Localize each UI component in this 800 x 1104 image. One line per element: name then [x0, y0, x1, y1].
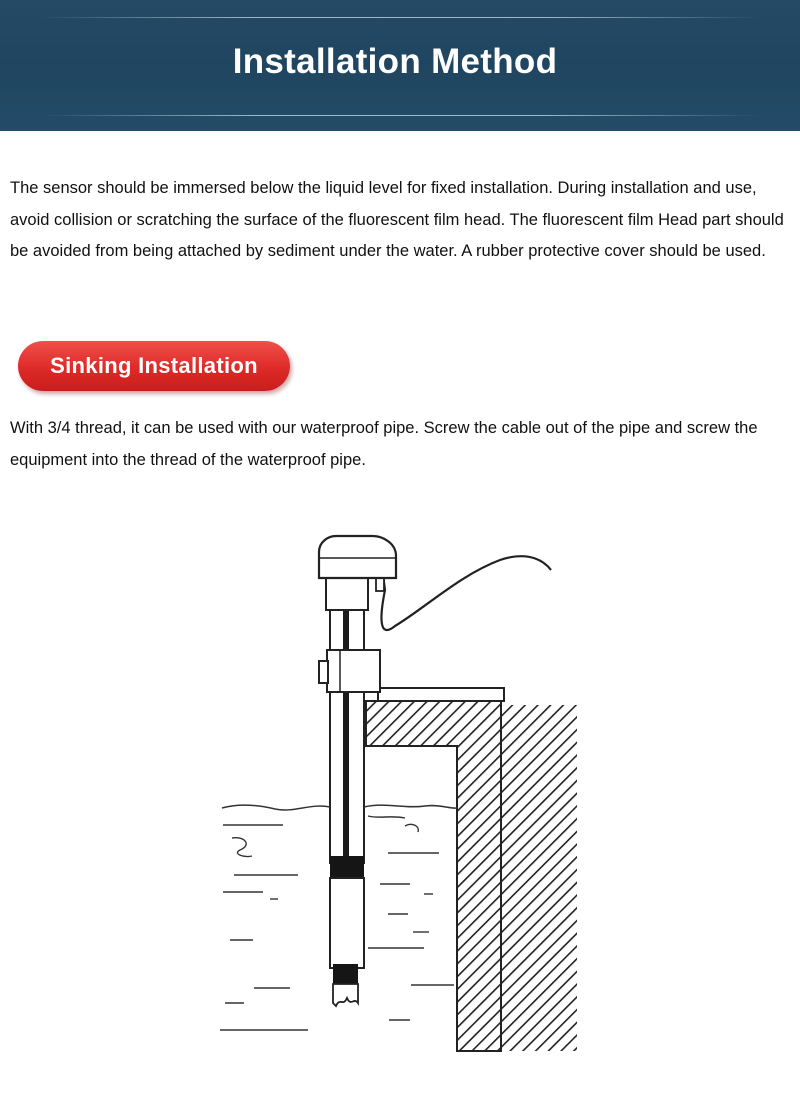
wall-structure	[366, 701, 577, 1051]
sensor-probe	[330, 856, 364, 1006]
installation-diagram	[200, 520, 600, 1080]
mounting-ledge	[378, 688, 504, 701]
page-title: Installation Method	[232, 42, 558, 81]
section-badge: Sinking Installation	[18, 341, 290, 391]
pipe-clamp	[319, 650, 380, 692]
header-bottom-rule	[40, 115, 760, 116]
sensor-cable	[381, 556, 551, 630]
intro-paragraph: The sensor should be immersed below the liquid level for fixed installation. During installation and use, avoid collision or scratching the surface of the fluorescent film head. The fluorescent film Head part should be avoided from being attached by sediment under the water. A rubber protective cover should be used.	[10, 179, 784, 261]
waterproof-pipe	[330, 608, 364, 863]
header-banner	[0, 0, 800, 131]
header-top-rule	[40, 17, 760, 18]
section-description: With 3/4 thread, it can be used with our waterproof pipe. Screw the cable out of the pipe and screw the equipment into the thread of the waterproof pipe.	[10, 419, 758, 469]
